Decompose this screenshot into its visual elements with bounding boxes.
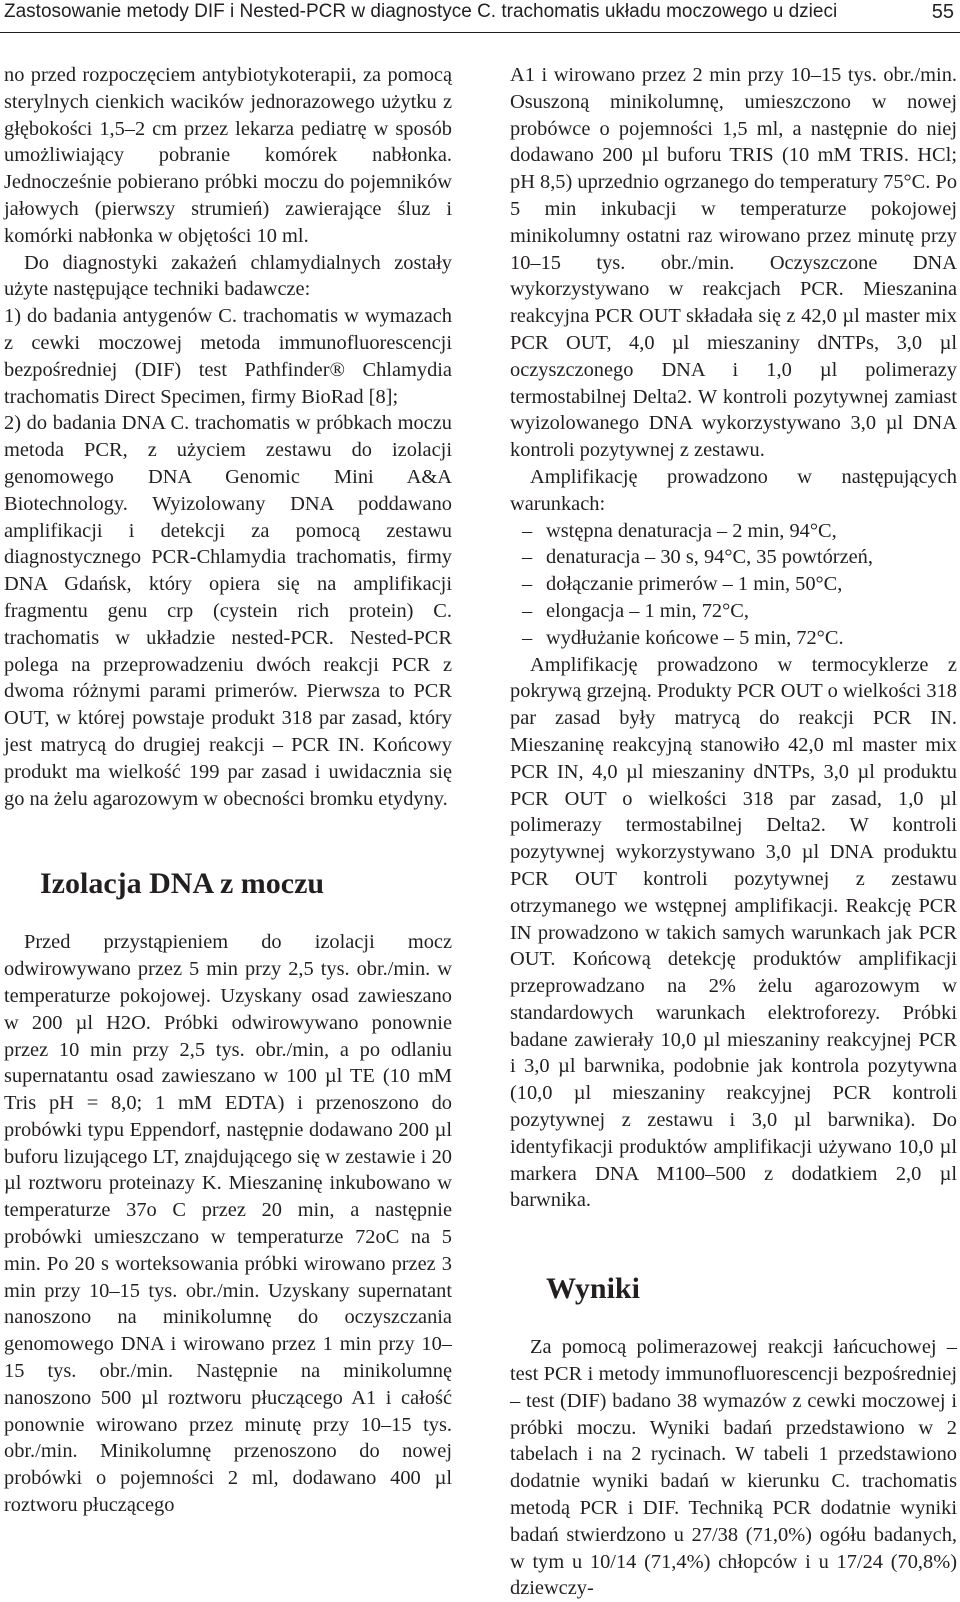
running-title: Zastosowanie metody DIF i Nested-PCR w diagnostyce C. trachomatis układu moczowego u dzieci (4, 1, 838, 22)
running-header (0, 0, 960, 33)
technique-item-dif: 1) do badania antygenów C. trachomatis w wymazach z cewki moczowej metoda immunofluorescencji bezpośredniej (DIF) test Pathfinder® Chlamydia trachomatis Direct Specimen, firmy BioRad [8]; (4, 305, 452, 408)
amplification-steps-list (510, 518, 957, 652)
left-column (4, 62, 452, 1519)
technique-item-pcr: 2) do badania DNA C. trachomatis w próbkach moczu metoda PCR, z użyciem zestawu do izolacji genomowego DNA Genomic Mini A&A Biotechnology. Wyizolowany DNA poddawano amplifikacji i detekcji za pomocą zestawu diagnostycznego PCR-Chlamydia trachomatis, firmy DNA Gdańsk, który opiera się na amplifikacji fragmentu genu crp (cystein rich protein) C. trachomatis w układzie nested-PCR. Nested-PCR polega na przeprowadzeniu dwóch reakcji PCR z dwoma różnymi parami primerów. Pierwsza to PCR OUT, w której powstaje produkt 318 par zasad, który jest matrycą do drugiej reakcji – PCR IN. Końcowy produkt ma wielkość 199 par zasad i uwidacznia się go na żelu agarozowym w obecności bromku etydyny. (4, 412, 452, 810)
right-paragraph-results: Za pomocą polimerazowej reakcji łańcuchowej – test PCR i metody immunofluorescencji bezpośredniej – test (DIF) badano 38 wymazów z cewki moczowej i próbki moczu. Wyniki badań przedstawiono w 2 tabelach i na 2 rycinach. W tabeli 1 przedstawiono dodatnie wyniki badań w kierunku C. trachomatis metodą PCR i DIF. Techniką PCR dodatnie wyniki badań stwierdzono u 27/38 (71,0%) ogółu badanych, w tym u 10/14 (71,4%) chłopców i u 17/24 (70,8%) dziewczy- (510, 1336, 957, 1600)
section-heading-dna-isolation: Izolacja DNA z moczu (40, 867, 325, 901)
right-paragraph-amplification: Amplifikację prowadzono w następujących warunkach: (510, 465, 957, 515)
list-item: – denaturacja – 30 s, 94°C, 35 powtórzeń, (510, 544, 957, 571)
left-paragraph-techniques: Do diagnostyki zakażeń chlamydialnych zostały użyte następujące techniki badawcze: (4, 251, 452, 301)
section-heading-results: Wyniki (546, 1272, 640, 1306)
list-item: – dołączanie primerów – 1 min, 50°C, (510, 571, 957, 598)
left-paragraph-sampling: no przed rozpoczęciem antybiotykoterapii, za pomocą sterylnych cienkich wacików jednorazowego użytku z głębokości 1,5–2 cm przez lekarza pediatrę w sposób umożliwiający pobranie komórek nabłonka. Jednocześnie pobierano próbki moczu do pojemników jałowych (pierwszy strumień) zawierające śluz i komórki nabłonka w objętości 10 ml. (4, 64, 452, 247)
right-paragraph-isolation-cont: A1 i wirowano przez 2 min przy 10–15 tys. obr./min. Osuszoną minikolumnę, umieszczono w nowej probówce o pojemności 1,5 ml, a następnie do niej dodawano 200 µl buforu TRIS (10 mM TRIS. HCl; pH 8,5) uprzednio ogrzanego do temperatury 75°C. Po 5 min inkubacji w temperaturze pokojowej minikolumny ostatni raz wirowano przez minutę przy 10–15 tys. obr./min. Oczyszczone DNA wykorzystywano w reakcjach PCR. Mieszanina reakcyjna PCR OUT składała się z 42,0 µl master mix PCR OUT, 4,0 µl mieszaniny dNTPs, 3,0 µl oczyszczonego DNA i 1,0 µl polimerazy termostabilnej Delta2. W kontroli pozytywnej zamiast wyizolowanego DNA wykorzystywano 3,0 µl DNA kontroli pozytywnej z zestawu. (510, 64, 958, 462)
page-number: 55 (931, 1, 954, 23)
right-paragraph-pcr-in: Amplifikację prowadzono w termocyklerze z pokrywą grzejną. Produkty PCR OUT o wielkości 318 par zasad były matrycą do reakcji PCR IN. Mieszaninę reakcyjną stanowiło 42,0 ml master mix PCR IN, 4,0 µl mieszaniny dNTPs, 3,0 µl produktu PCR OUT o wielkości 318 par zasad, 1,0 µl polimerazy termostabilnej Delta2. W kontroli pozytywnej wykorzystywano 3,0 µl DNA produktu PCR OUT kontroli pozytywnej z zestawu otrzymanego we wstępnej amplifikacji. Reakcję PCR IN prowadzono w takich samych warunkach jak PCR OUT. Końcową detekcję produktów amplifikacji przeprowadzano na 2% żelu agarozowym w standardowych warunkach elektroforezy. Próbki badane zawierały 10,0 µl mieszaniny reakcyjnej PCR i 3,0 µl barwnika, podobnie jak kontrola pozytywna (10,0 µl mieszaniny reakcyjnej PCR kontroli pozytywnej z zestawu i 3,0 µl barwnika). Do identyfikacji produktów amplifikacji używano 10,0 µl markera DNA M100–500 z dodatkiem 2,0 µl barwnika. (510, 653, 957, 1212)
list-item: – wydłużanie końcowe – 5 min, 72°C. (510, 625, 957, 652)
list-item: – elongacja – 1 min, 72°C, (510, 598, 957, 625)
list-item: – wstępna denaturacja – 2 min, 94°C, (510, 518, 957, 545)
left-paragraph-isolation: Przed przystąpieniem do izolacji mocz odwirowywano przez 5 min przy 2,5 tys. obr./min. w temperaturze pokojowej. Uzyskany osad zawieszano w 200 µl H2O. Próbki odwirowywano ponownie przez 10 min przy 2,5 tys. obr./min, a po odlaniu supernatantu osad zawieszano w 100 µl TE (10 mM Tris pH = 8,0; 1 mM EDTA) i przenoszono do probówki typu Eppendorf, następnie dodawano 200 µl buforu lizującego LT, znajdującego się w zestawie i 20 µl roztworu proteinazy K. Mieszaninę inkubowano w temperaturze 37o C przez 20 min, a następnie probówki umieszczano w temperaturze 72oC na 5 min. Po 20 s worteksowania próbki wirowano przez 3 min przy 10–15 tys. obr./min. Uzyskany supernatant nanoszono na minikolumnę do oczyszczania genomowego DNA i wirowano przez 1 min przy 10–15 tys. obr./min. Następnie na minikolumnę nanoszono 500 µl roztworu płuczącego A1 i całość ponownie wirowano przez minutę przy 10–15 tys. obr./min. Minikolumnę przenoszono do nowej probówki o pojemności 2 ml, dodawano 400 µl roztworu płuczącego (4, 931, 452, 1517)
right-column (510, 62, 957, 1602)
